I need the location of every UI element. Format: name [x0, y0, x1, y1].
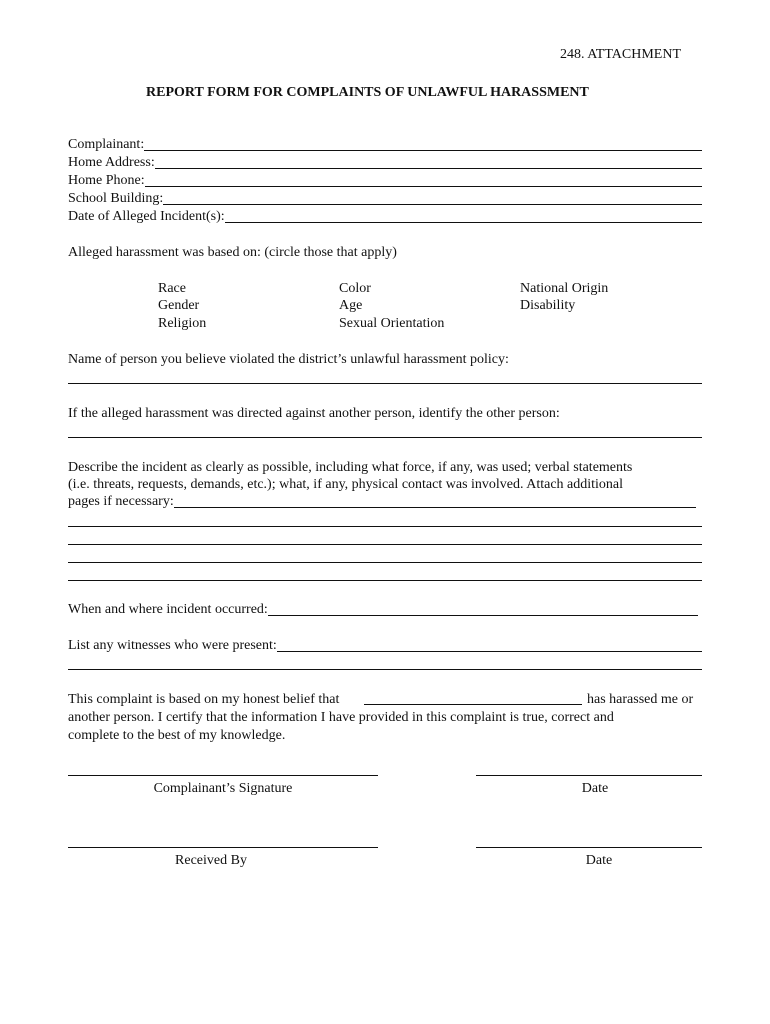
witnesses-input-line[interactable]: [277, 651, 702, 652]
basis-option-sexual-orientation[interactable]: Sexual Orientation: [339, 316, 445, 331]
other-person-question: If the alleged harassment was directed against another person, identify the other person:: [68, 406, 560, 421]
school-building-field[interactable]: [68, 190, 702, 208]
basis-option-disability[interactable]: Disability: [520, 298, 576, 313]
basis-option-color[interactable]: Color: [339, 281, 371, 296]
describe-input-line-4[interactable]: [68, 562, 702, 563]
basis-option-gender[interactable]: Gender: [158, 298, 200, 313]
school-building-input-line[interactable]: [163, 204, 702, 205]
certification-line-1-end: has harassed me or: [587, 692, 694, 707]
received-by-line[interactable]: [68, 847, 378, 848]
received-by-label: Received By: [175, 853, 247, 868]
date-incident-label: Date of Alleged Incident(s):: [68, 209, 225, 224]
violator-input-line[interactable]: [68, 383, 702, 384]
when-where-label: When and where incident occurred:: [68, 602, 268, 617]
complainant-input-line[interactable]: [144, 150, 702, 151]
describe-line-2: (i.e. threats, requests, demands, etc.); what, if any, physical contact was involved. Attach additional: [68, 477, 624, 492]
home-address-field[interactable]: [68, 154, 702, 172]
certification-line-1-start: This complaint is based on my honest belief that: [68, 692, 340, 707]
home-address-label: Home Address:: [68, 155, 155, 170]
complainant-signature-label: Complainant’s Signature: [153, 781, 293, 796]
date-incident-field[interactable]: [68, 208, 702, 226]
attachment-number: 248. ATTACHMENT: [560, 47, 681, 62]
basis-option-religion[interactable]: Religion: [158, 316, 207, 331]
date-2-line[interactable]: [476, 847, 702, 848]
describe-line-3: pages if necessary:: [68, 494, 174, 509]
violator-question: Name of person you believe violated the district’s unlawful harassment policy:: [68, 352, 509, 367]
complainant-label: Complainant:: [68, 137, 145, 152]
when-where-input-line[interactable]: [268, 615, 698, 616]
school-building-label: School Building:: [68, 191, 164, 206]
basis-option-race[interactable]: Race: [158, 281, 186, 296]
date-1-label: Date: [581, 781, 609, 796]
date-incident-input-line[interactable]: [225, 222, 702, 223]
date-2-label: Date: [585, 853, 613, 868]
basis-option-national-origin[interactable]: National Origin: [520, 281, 609, 296]
when-where-field[interactable]: [68, 601, 698, 619]
certification-line-2: another person. I certify that the information I have provided in this complaint is true, correct and: [68, 710, 614, 725]
witnesses-input-line-2[interactable]: [68, 669, 702, 670]
describe-line-1: Describe the incident as clearly as possible, including what force, if any, was used; verbal statements: [68, 460, 633, 475]
home-phone-label: Home Phone:: [68, 173, 145, 188]
certification-line-3: complete to the best of my knowledge.: [68, 728, 286, 743]
home-phone-input-line[interactable]: [145, 186, 702, 187]
describe-field[interactable]: [68, 493, 696, 511]
witnesses-field[interactable]: [68, 637, 702, 655]
form-title: REPORT FORM FOR COMPLAINTS OF UNLAWFUL HARASSMENT: [146, 85, 589, 100]
home-phone-field[interactable]: [68, 172, 702, 190]
witnesses-label: List any witnesses who were present:: [68, 638, 277, 653]
describe-input-line-5[interactable]: [68, 580, 702, 581]
describe-input-line-3[interactable]: [68, 544, 702, 545]
describe-input-line[interactable]: [174, 507, 696, 508]
other-person-input-line[interactable]: [68, 437, 702, 438]
accused-name-input-line[interactable]: [364, 704, 582, 705]
describe-input-line-2[interactable]: [68, 526, 702, 527]
date-1-line[interactable]: [476, 775, 702, 776]
basis-option-age[interactable]: Age: [339, 298, 363, 313]
complainant-field[interactable]: [68, 136, 702, 154]
home-address-input-line[interactable]: [155, 168, 702, 169]
basis-prompt: Alleged harassment was based on: (circle those that apply): [68, 245, 397, 260]
complainant-signature-line[interactable]: [68, 775, 378, 776]
